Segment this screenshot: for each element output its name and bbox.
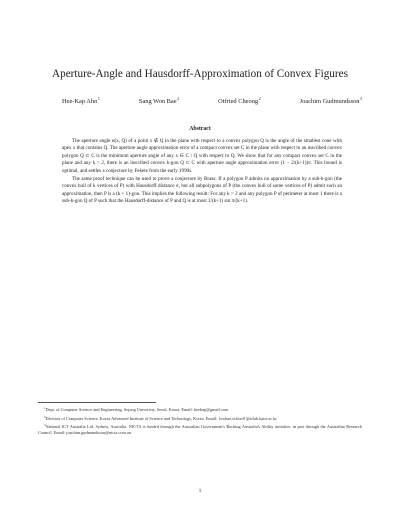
author bbox=[139, 96, 179, 105]
author-name: Joachim Gudmundsson bbox=[299, 98, 360, 105]
footnote bbox=[38, 422, 362, 436]
footnote-rule bbox=[38, 402, 156, 403]
abstract-paragraph: The same proof technique can be used to prove a conjecture by Brass: If a polygon P admits no approximation by a sub-k-gon (the convex hull of k vertices of P) with Hausdorff distance σ, but all subpolygons of P (the convex hull of some vertices of P) admit such an approximation, then P is a (k + 1)-gon. This implies the following result: For any k > 2 and any polygon P of perimeter at most 1 there is a sub-k-gon Q of P such that the Hausdorff-distance of P and Q is at most 1/(k+1) sin π/(k+1). bbox=[62, 175, 342, 205]
author-affiliation-mark: 2 bbox=[177, 96, 180, 101]
author bbox=[62, 96, 100, 105]
footnotes bbox=[38, 405, 362, 437]
author bbox=[300, 96, 362, 105]
abstract-heading: Abstract bbox=[189, 126, 211, 132]
footnote-text: Dept. of Computer Science and Engineering, Sejong University, Seoul, Korea. Email: heekap@gmail.com bbox=[45, 407, 229, 412]
footnote-mark: 1 bbox=[44, 406, 46, 410]
author-list bbox=[62, 96, 362, 105]
author-name: Otfried Cheong bbox=[218, 98, 259, 105]
abstract-body bbox=[62, 138, 342, 205]
footnote bbox=[38, 414, 362, 422]
author-name: Sang Won Bae bbox=[138, 98, 177, 105]
author-affiliation-mark: 2 bbox=[258, 96, 261, 101]
footnote-text: Division of Computer Science, Korea Advanced Institute of Science and Technology, Korea. Email: {swbae,otfried}@tclab.kaist.ac.kr bbox=[45, 415, 277, 421]
paper-title: Aperture-Angle and Hausdorff-Approximation of Convex Figures bbox=[52, 68, 348, 80]
author-name: Hee-Kap Ahn bbox=[62, 98, 98, 105]
page-number: 1 bbox=[198, 488, 202, 494]
abstract-paragraph: The aperture angle α(x, Q) of a point x ∉ Q in the plane with respect to a convex polygon Q is the angle of the smallest cone with apex x that contains Q. The aperture angle approximation error of a compact convex set C in the plane with respect to an inscribed convex polygon Q ⊂ C is the minimum aperture angle of any x ∈ C \ Q with respect to Q. We show that for any compact convex set C in the plane and any k > 2, there is an inscribed convex k-gon Q ⊂ C with aperture angle approximation error (1 − 2/(k+1))π. This bound is optimal, and settles a conjecture by Fekete from the early 1990s. bbox=[62, 138, 342, 174]
footnote-mark: 3 bbox=[44, 423, 46, 428]
author-affiliation-mark: 1 bbox=[97, 96, 100, 101]
footnote-mark: 2 bbox=[44, 414, 46, 419]
author bbox=[218, 96, 260, 105]
footnote bbox=[38, 405, 362, 413]
author-affiliation-mark: 3 bbox=[360, 96, 362, 101]
footnote-text: National ICT Australia Ltd, Sydney, Australia. NICTA is funded through the Australian Government's Backing Australia's Ability initiative, in part through the Australian Research Council. Email: joachim.gudmundsson@nicta.com.au bbox=[38, 424, 362, 436]
